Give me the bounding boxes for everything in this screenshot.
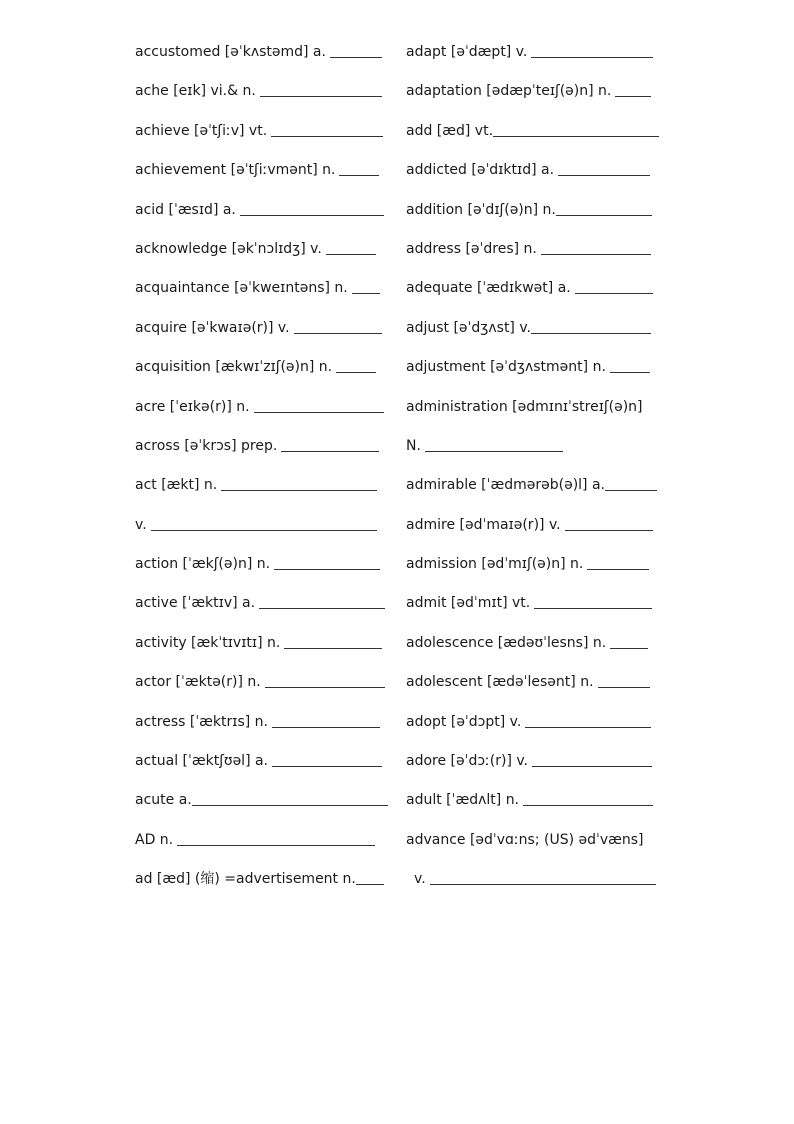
vocab-entry <box>406 160 661 199</box>
vocab-word: acquisition [ækwɪˈzɪʃ(ə)n] n. <box>135 359 333 376</box>
vocab-word: actor [ˈæktə(r)] n. <box>135 674 261 691</box>
vocab-entry <box>406 633 661 672</box>
answer-blank[interactable] <box>151 515 377 531</box>
vocab-entry <box>135 121 390 160</box>
vocab-entry <box>406 515 661 554</box>
vocab-word: acquaintance [əˈkweɪntəns] n. <box>135 280 348 297</box>
answer-blank[interactable] <box>281 436 379 452</box>
answer-blank[interactable] <box>284 633 382 649</box>
vocab-entry <box>406 672 661 711</box>
vocab-entry <box>406 357 661 396</box>
left-vocabulary-column <box>135 42 390 909</box>
answer-blank[interactable] <box>254 397 384 413</box>
answer-blank[interactable] <box>177 830 375 846</box>
answer-blank[interactable] <box>339 160 379 176</box>
answer-blank[interactable] <box>610 357 650 373</box>
answer-blank[interactable] <box>493 121 659 137</box>
vocab-word: administration [ədmɪnɪˈstreɪʃ(ə)n] <box>406 398 643 415</box>
vocab-word: adjust [əˈdʒʌst] v. <box>406 319 531 336</box>
vocab-word: actress [ˈæktrɪs] n. <box>135 713 269 730</box>
vocab-word: acre [ˈeɪkə(r)] n. <box>135 398 250 415</box>
answer-blank[interactable] <box>336 357 376 373</box>
vocab-word: ad [æd] (缩) =advertisement n. <box>135 871 356 888</box>
answer-blank[interactable] <box>610 633 648 649</box>
vocab-word: adjustment [əˈdʒʌstmənt] n. <box>406 359 606 376</box>
vocab-word: ache [eɪk] vi.& n. <box>135 83 256 100</box>
vocab-entry <box>406 790 661 829</box>
vocab-word: addicted [əˈdɪktɪd] a. <box>406 162 555 179</box>
answer-blank[interactable] <box>525 712 651 728</box>
vocab-word: acknowledge [əkˈnɔlɪdʒ] v. <box>135 240 322 257</box>
answer-blank[interactable] <box>531 318 651 334</box>
vocab-word: v. <box>414 871 426 888</box>
vocab-entry <box>406 751 661 790</box>
vocab-entry <box>135 475 390 514</box>
vocab-entry <box>135 81 390 120</box>
vocab-word: addition [əˈdɪʃ(ə)n] n. <box>406 201 556 218</box>
vocab-entry <box>135 633 390 672</box>
vocab-entry <box>406 278 661 317</box>
answer-blank[interactable] <box>240 200 384 216</box>
vocab-entry <box>135 554 390 593</box>
answer-blank[interactable] <box>425 436 563 452</box>
vocab-word: acute a. <box>135 792 192 809</box>
vocab-word: N. <box>406 437 421 454</box>
vocab-word: across [əˈkrɔs] prep. <box>135 437 278 454</box>
vocab-entry <box>406 397 661 436</box>
vocab-entry <box>135 712 390 751</box>
answer-blank[interactable] <box>541 239 651 255</box>
answer-blank[interactable] <box>430 869 656 885</box>
vocab-word: admit [ədˈmɪt] vt. <box>406 595 531 612</box>
vocab-entry <box>135 830 390 869</box>
vocab-entry <box>406 869 661 908</box>
vocab-entry <box>135 397 390 436</box>
vocab-entry <box>135 672 390 711</box>
vocab-entry <box>135 318 390 357</box>
vocab-word: AD n. <box>135 831 174 848</box>
vocab-word: accustomed [əˈkʌstəmd] a. <box>135 44 326 60</box>
vocab-entry <box>135 869 390 908</box>
vocab-entry <box>135 278 390 317</box>
vocab-entry <box>135 160 390 199</box>
answer-blank[interactable] <box>534 593 652 609</box>
answer-blank[interactable] <box>260 81 382 97</box>
vocab-entry <box>406 318 661 357</box>
vocab-entry <box>406 593 661 632</box>
vocab-entry <box>406 554 661 593</box>
answer-blank[interactable] <box>272 751 382 767</box>
answer-blank[interactable] <box>575 278 653 294</box>
vocab-word: actual [ˈæktʃʊəl] a. <box>135 753 269 770</box>
answer-blank[interactable] <box>565 515 653 531</box>
answer-blank[interactable] <box>531 42 653 58</box>
answer-blank[interactable] <box>259 593 385 609</box>
answer-blank[interactable] <box>532 751 652 767</box>
vocab-word: adult [ˈædʌlt] n. <box>406 792 520 809</box>
vocab-entry <box>406 121 661 160</box>
answer-blank[interactable] <box>192 790 388 806</box>
answer-blank[interactable] <box>598 672 650 688</box>
vocab-word: adolescent [ædəˈlesənt] n. <box>406 674 594 691</box>
answer-blank[interactable] <box>356 869 384 885</box>
vocab-entry <box>135 357 390 396</box>
answer-blank[interactable] <box>221 475 377 491</box>
answer-blank[interactable] <box>272 712 380 728</box>
vocab-entry <box>135 239 390 278</box>
vocab-entry <box>406 436 661 475</box>
answer-blank[interactable] <box>274 554 380 570</box>
vocab-entry <box>135 200 390 239</box>
vocab-word: admission [ədˈmɪʃ(ə)n] n. <box>406 556 584 573</box>
vocab-word: activity [ækˈtɪvɪtɪ] n. <box>135 634 281 651</box>
vocab-entry <box>135 436 390 475</box>
vocab-word: active [ˈæktɪv] a. <box>135 595 256 612</box>
answer-blank[interactable] <box>352 278 380 294</box>
right-vocabulary-column <box>406 42 661 909</box>
vocab-entry <box>135 790 390 829</box>
answer-blank[interactable] <box>556 200 652 216</box>
vocab-word: adaptation [ədæpˈteɪʃ(ə)n] n. <box>406 83 612 100</box>
vocab-word: admire [ədˈmaɪə(r)] v. <box>406 516 561 533</box>
answer-blank[interactable] <box>271 121 383 137</box>
answer-blank[interactable] <box>326 239 376 255</box>
vocab-entry <box>406 475 661 514</box>
vocab-word: adequate [ˈædɪkwət] a. <box>406 280 571 297</box>
answer-blank[interactable] <box>587 554 649 570</box>
vocab-word: adore [əˈdɔː(r)] v. <box>406 753 529 770</box>
vocab-entry <box>135 42 390 81</box>
vocab-word: acquire [əˈkwaɪə(r)] v. <box>135 319 290 336</box>
vocab-entry <box>406 830 661 869</box>
vocab-word: adopt [əˈdɔpt] v. <box>406 713 522 730</box>
answer-blank[interactable] <box>294 318 382 334</box>
vocab-entry <box>135 751 390 790</box>
vocab-word: advance [ədˈvɑːns; (US) ədˈvæns] <box>406 831 644 848</box>
answer-blank[interactable] <box>615 81 651 97</box>
vocab-word: add [æd] vt. <box>406 122 494 139</box>
vocab-entry <box>135 593 390 632</box>
vocab-word: achievement [əˈtʃiːvmənt] n. <box>135 162 336 179</box>
vocab-word: acid [ˈæsɪd] a. <box>135 201 236 218</box>
answer-blank[interactable] <box>330 42 382 58</box>
vocab-entry <box>135 515 390 554</box>
vocab-word: act [ækt] n. <box>135 477 218 494</box>
answer-blank[interactable] <box>558 160 650 176</box>
vocab-entry <box>406 239 661 278</box>
vocab-word: adolescence [ædəʊˈlesns] n. <box>406 634 607 651</box>
answer-blank[interactable] <box>265 672 385 688</box>
answer-blank[interactable] <box>605 475 657 491</box>
vocab-word: v. <box>135 516 147 533</box>
vocab-entry <box>406 42 661 81</box>
answer-blank[interactable] <box>523 790 653 806</box>
vocab-entry <box>406 81 661 120</box>
vocab-entry <box>406 200 661 239</box>
vocab-word: action [ˈækʃ(ə)n] n. <box>135 556 271 573</box>
vocab-entry <box>406 712 661 751</box>
vocab-word: adapt [əˈdæpt] v. <box>406 44 528 60</box>
vocab-word: achieve [əˈtʃiːv] vt. <box>135 122 268 139</box>
vocab-word: address [əˈdres] n. <box>406 240 537 257</box>
vocab-word: admirable [ˈædmərəb(ə)l] a. <box>406 477 605 494</box>
